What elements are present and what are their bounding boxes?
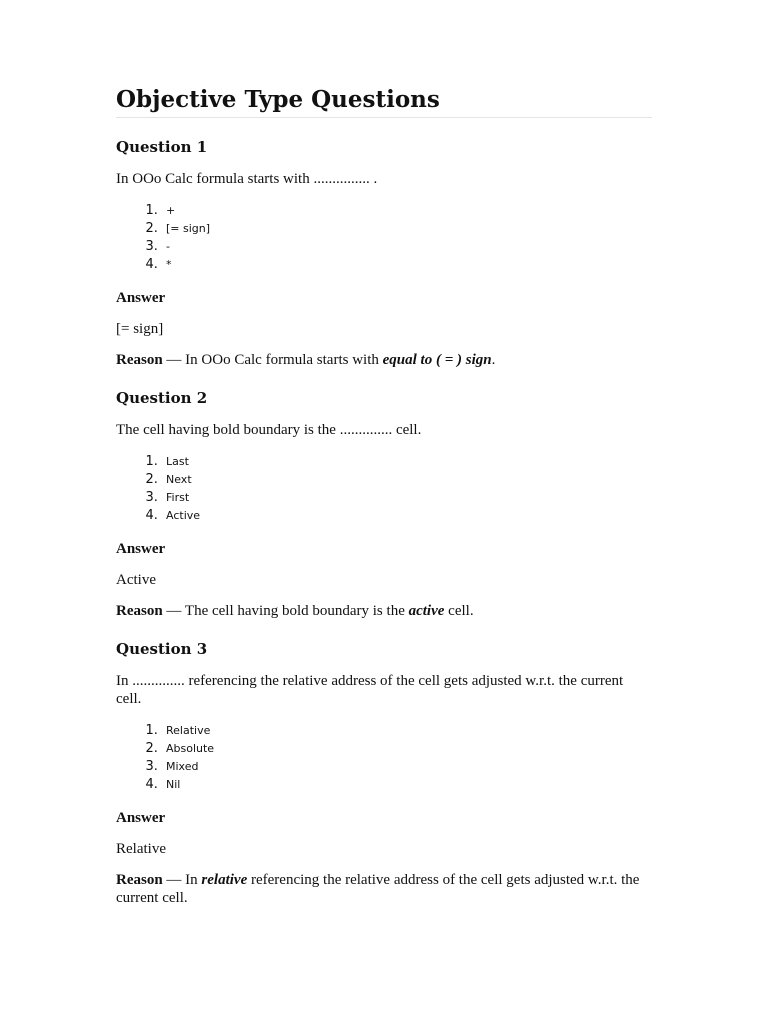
question-text: In .............. referencing the relative address of the cell gets adjusted w.r.t. the current cell. [116, 673, 624, 707]
answer-text: Relative [116, 841, 166, 857]
options-list [116, 202, 652, 274]
question-block-2 [116, 388, 652, 620]
reason-label: Reason [116, 872, 163, 888]
reason-text [116, 602, 652, 620]
page-title: Objective Type Questions [116, 84, 652, 118]
reason-suffix: cell. [444, 603, 474, 619]
question-heading: Question 3 [116, 640, 208, 658]
question-heading: Question 2 [116, 389, 208, 407]
option-item: 4. Nil [162, 776, 652, 794]
option-item: 2. Absolute [162, 740, 652, 758]
option-item: 1. + [162, 202, 652, 220]
option-item: 3. - [162, 238, 652, 256]
options-list [116, 453, 652, 525]
answer-text: [= sign] [116, 321, 164, 337]
reason-label: Reason [116, 352, 163, 368]
answer-heading: Answer [116, 290, 166, 306]
reason-suffix: . [491, 352, 496, 368]
reason-prefix: — In [162, 872, 202, 888]
reason-suffix: referencing the relative address of the cell gets adjusted w.r.t. the current cell. [116, 872, 640, 906]
reason-text [116, 351, 652, 369]
question-heading: Question 1 [116, 138, 208, 156]
reason-text [116, 871, 652, 907]
option-item: 3. First [162, 489, 652, 507]
question-text: In OOo Calc formula starts with ............... . [116, 171, 378, 187]
options-list [116, 722, 652, 794]
option-item: 3. Mixed [162, 758, 652, 776]
option-item: 2. Next [162, 471, 652, 489]
reason-emphasis: relative [201, 872, 248, 888]
option-item: 2. [= sign] [162, 220, 652, 238]
question-block-1 [116, 137, 652, 369]
option-item: 1. Last [162, 453, 652, 471]
answer-heading: Answer [116, 810, 166, 826]
document-page [116, 84, 652, 907]
answer-text: Active [116, 572, 156, 588]
option-item: 1. Relative [162, 722, 652, 740]
question-block-3 [116, 639, 652, 907]
reason-prefix: — In OOo Calc formula starts with [162, 352, 383, 368]
reason-emphasis: active [408, 603, 445, 619]
reason-prefix: — The cell having bold boundary is the [162, 603, 409, 619]
reason-emphasis: equal to ( = ) sign [382, 352, 492, 368]
option-item: 4. Active [162, 507, 652, 525]
question-text: The cell having bold boundary is the .............. cell. [116, 422, 422, 438]
reason-label: Reason [116, 603, 163, 619]
answer-heading: Answer [116, 541, 166, 557]
option-item: 4. * [162, 256, 652, 274]
